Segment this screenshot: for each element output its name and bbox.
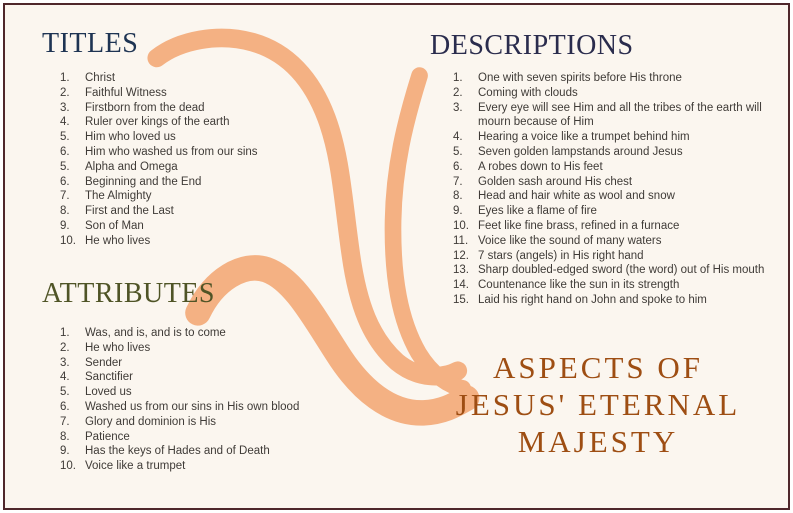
item-number: 5. xyxy=(60,386,70,399)
list-item xyxy=(453,160,783,175)
list-item xyxy=(60,204,380,219)
list-item xyxy=(453,130,783,145)
titles-list xyxy=(60,71,380,249)
item-number: 6. xyxy=(60,145,70,158)
item-text: Ruler over kings of the earth xyxy=(85,116,230,129)
item-text: Sender xyxy=(85,356,123,369)
item-text: Patience xyxy=(85,430,130,443)
page xyxy=(3,3,790,510)
list-item xyxy=(60,189,380,204)
descriptions-list xyxy=(453,71,783,308)
item-text: Has the keys of Hades and of Death xyxy=(85,445,270,458)
list-item xyxy=(453,175,783,190)
list-item xyxy=(60,400,390,415)
item-number: 1. xyxy=(453,72,463,84)
item-number: 6. xyxy=(453,160,463,173)
list-item xyxy=(60,444,390,459)
item-number: 3. xyxy=(453,101,463,114)
list-item xyxy=(453,86,783,101)
item-number: 11. xyxy=(453,234,469,247)
item-number: 4. xyxy=(60,116,70,129)
attributes-list xyxy=(60,326,390,474)
item-text: Sanctifier xyxy=(85,371,133,384)
item-text: First and the Last xyxy=(85,205,174,218)
item-text: Head and hair white as wool and snow xyxy=(478,190,675,203)
attributes-heading: ATTRIBUTES xyxy=(42,278,215,309)
item-text: Christ xyxy=(85,72,116,84)
list-item xyxy=(60,234,380,249)
item-text: Him who loved us xyxy=(85,131,176,144)
item-text: Was, and is, and is to come xyxy=(85,327,226,339)
list-item xyxy=(453,189,783,204)
item-number: 6. xyxy=(60,175,70,188)
item-text: Golden sash around His chest xyxy=(478,175,633,188)
item-number: 9. xyxy=(60,219,70,232)
list-item xyxy=(453,263,783,278)
item-text: Hearing a voice like a trumpet behind him xyxy=(478,131,690,144)
item-text: Voice like a trumpet xyxy=(85,460,186,473)
list-item xyxy=(60,219,380,234)
item-number: 4. xyxy=(453,131,463,144)
item-text: Countenance like the sun in its strength xyxy=(478,279,680,292)
item-number: 7. xyxy=(453,175,463,188)
item-number: 3. xyxy=(60,101,70,114)
list-item xyxy=(60,430,390,445)
item-text: Alpha and Omega xyxy=(85,160,178,173)
item-number: 8. xyxy=(60,430,70,443)
list-item xyxy=(60,356,390,371)
item-number: 15. xyxy=(453,293,469,306)
list-item xyxy=(453,71,783,86)
item-number: 8. xyxy=(453,190,463,203)
list-item xyxy=(60,115,380,130)
list-item xyxy=(453,278,783,293)
item-text: Sharp doubled-edged sword (the word) out of His mouth xyxy=(478,264,765,277)
item-text: Glory and dominion is His xyxy=(85,415,217,428)
item-number: 3. xyxy=(60,356,70,369)
item-number: 9. xyxy=(453,205,463,218)
list-item xyxy=(60,459,390,474)
list-item xyxy=(453,234,783,249)
item-text: Laid his right hand on John and spoke to him xyxy=(478,293,707,306)
item-text: Eyes like a flame of fire xyxy=(478,205,597,218)
list-item xyxy=(60,86,380,101)
list-item xyxy=(60,326,390,341)
list-item xyxy=(60,101,380,116)
item-number: 8. xyxy=(60,205,70,218)
item-text: Feet like fine brass, refined in a furnace xyxy=(478,219,680,232)
item-text: A robes down to His feet xyxy=(478,160,603,173)
item-text: Firstborn from the dead xyxy=(85,101,205,114)
item-text: The Almighty xyxy=(85,190,152,203)
item-number: 2. xyxy=(60,341,70,354)
list-item xyxy=(60,385,390,400)
item-text: Faithful Witness xyxy=(85,86,167,99)
item-number: 12. xyxy=(453,249,469,262)
list-item xyxy=(453,249,783,264)
item-text: Beginning and the End xyxy=(85,175,202,188)
item-number: 4. xyxy=(60,371,70,384)
list-item xyxy=(453,219,783,234)
list-item xyxy=(60,160,380,175)
item-number: 10. xyxy=(453,219,469,232)
item-text: One with seven spirits before His throne xyxy=(478,72,682,84)
list-item xyxy=(60,145,380,160)
list-item xyxy=(453,293,783,308)
list-item xyxy=(60,175,380,190)
list-item xyxy=(60,71,380,86)
item-number: 7. xyxy=(60,415,70,428)
main-title-line-2: JESUS' ETERNAL xyxy=(455,387,741,422)
item-text: Every eye will see Him and all the tribes of the earth will mourn because of Him xyxy=(478,101,762,129)
item-number: 10. xyxy=(60,234,76,247)
item-text: 7 stars (angels) in His right hand xyxy=(478,249,644,262)
item-text: Seven golden lampstands around Jesus xyxy=(478,145,683,158)
list-item xyxy=(60,130,380,145)
item-text: Loved us xyxy=(85,386,132,399)
item-number: 10. xyxy=(60,460,76,473)
main-title-line-1: ASPECTS OF xyxy=(492,350,704,385)
list-item xyxy=(60,341,390,356)
item-number: 5. xyxy=(453,145,463,158)
main-title-line-3: MAJESTY xyxy=(517,424,679,459)
item-number: 5. xyxy=(60,160,70,173)
item-number: 2. xyxy=(453,86,463,99)
list-item xyxy=(60,370,390,385)
list-item xyxy=(453,101,783,131)
item-text: Voice like the sound of many waters xyxy=(478,234,662,247)
item-text: He who lives xyxy=(85,234,151,247)
item-text: Him who washed us from our sins xyxy=(85,145,258,158)
item-number: 7. xyxy=(60,190,70,203)
item-text: Son of Man xyxy=(85,219,144,232)
item-number: 2. xyxy=(60,86,70,99)
item-number: 6. xyxy=(60,400,70,413)
descriptions-heading: DESCRIPTIONS xyxy=(430,30,634,61)
item-text: Coming with clouds xyxy=(478,86,578,99)
item-number: 1. xyxy=(60,72,70,84)
list-item xyxy=(453,204,783,219)
item-text: He who lives xyxy=(85,341,151,354)
item-number: 5. xyxy=(60,131,70,144)
main-title xyxy=(443,349,753,460)
titles-heading: TITLES xyxy=(42,28,139,59)
item-number: 1. xyxy=(60,327,70,339)
item-number: 9. xyxy=(60,445,70,458)
item-number: 14. xyxy=(453,279,469,292)
list-item xyxy=(60,415,390,430)
item-text: Washed us from our sins in His own blood xyxy=(85,400,300,413)
item-number: 13. xyxy=(453,264,469,277)
list-item xyxy=(453,145,783,160)
